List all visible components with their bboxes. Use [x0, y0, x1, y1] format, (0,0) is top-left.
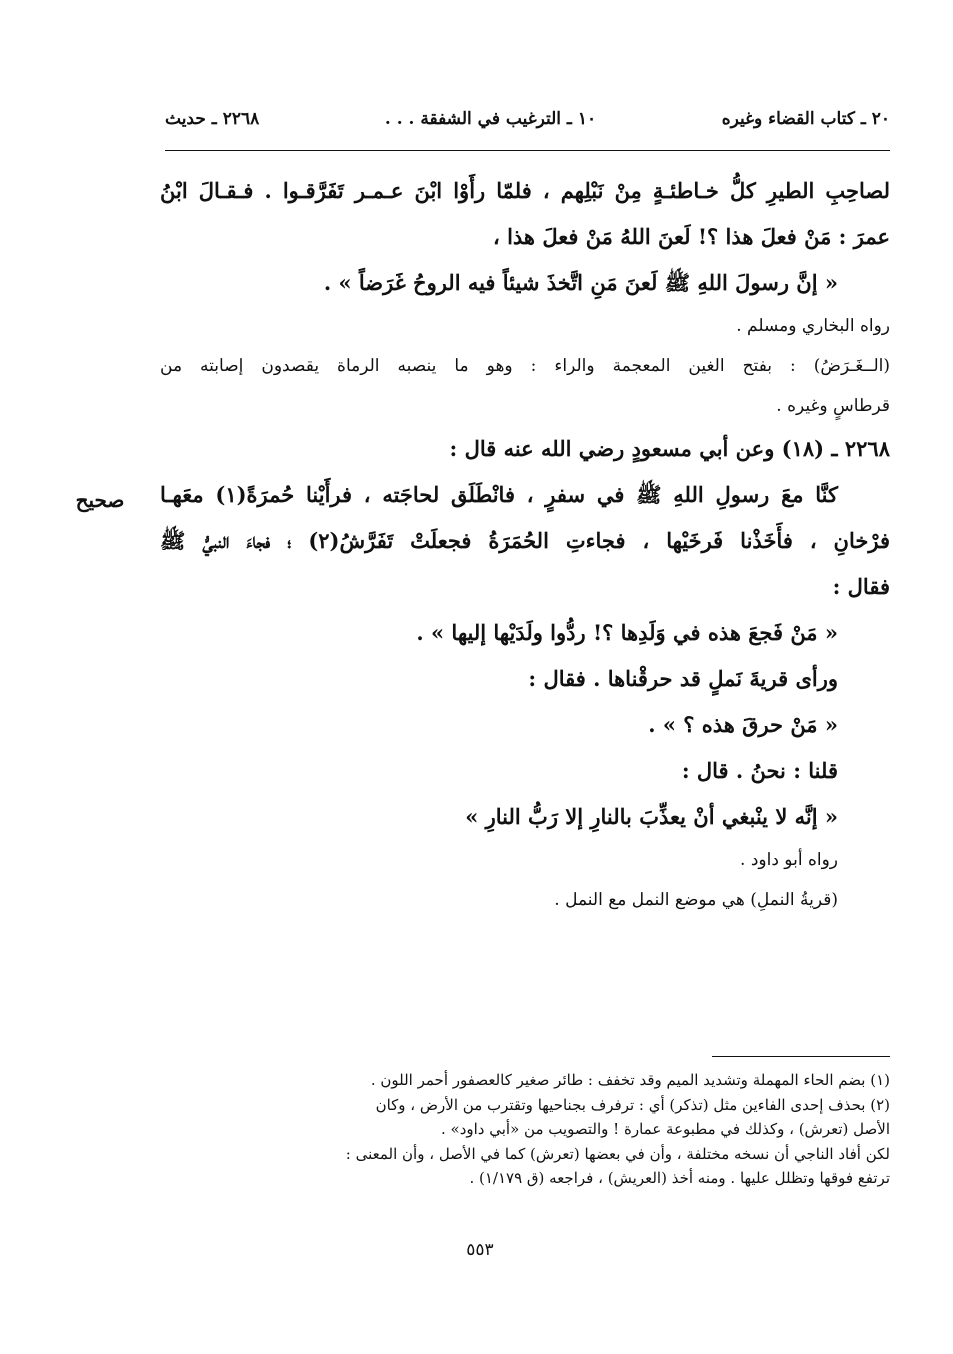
text-line: فقال : — [832, 574, 890, 599]
footnote-divider — [712, 1056, 890, 1057]
text-line: لصاحِبِ الطيرِ كلُّ خـاطئـةٍ مِنْ نَبْلِهم ، فلمّا رأَوْا ابْنَ عـمـر تَفَرَّقـوا . فـقـالَ ابْنُ — [160, 178, 890, 203]
text-line: « إنَّه لا ينْبغي أنْ يعذِّبَ بالنارِ إلا رَبُّ النارِ » — [465, 804, 838, 829]
text-line: فرْخانِ ، فأَخَذْنا فَرخَيْها ، فجاءتِ الحُمَرَةُ فجعلَتْ تَفَرَّشُ(٢) ؛ فجاءَ النبيُّ ﷺ — [160, 528, 890, 553]
text-line: عمرَ : مَنْ فعلَ هذا ؟! لَعنَ اللهُ مَنْ فعلَ هذا ، — [492, 224, 890, 249]
text-line: (قريةُ النملِ) هي موضع النمل مع النمل . — [554, 890, 838, 910]
footnote-line: (٢) بحذف إحدى الفاءين مثل (تذكر) أي : ترفرف بجناحيها وتقترب من الأرض ، وكان — [375, 1095, 890, 1114]
text-line: « مَنْ فَجعَ هذه في وَلَدِها ؟! ردُّوا ولَدَيْها إليها » . — [416, 620, 838, 645]
text-line: كنَّا معَ رسولِ اللهِ ﷺ في سفرٍ ، فانْطَلَق لحاجَته ، فرأَيْنا حُمرَةً(١) معَهـا — [160, 482, 838, 507]
running-head — [165, 104, 890, 134]
text-line: رواه أبو داود . — [740, 850, 838, 870]
footnote-line: الأصل (تعرش) ، وكذلك في مطبوعة عمارة ! والتصويب من «أبي داود» . — [440, 1120, 890, 1138]
footnote-line: ترتفع فوقها وتظلل عليها . ومنه أخذ (العريش) ، فراجعه (ق ١/١٧٩) . — [469, 1169, 890, 1187]
text-line: ورأى قريةَ نَملٍ قد حرقْناها . فقال : — [528, 666, 838, 691]
text-line: « مَنْ حرقَ هذه ؟ » . — [648, 712, 838, 737]
hadith-grade-label: صحيح — [75, 488, 125, 512]
text-line: « إنَّ رسولَ اللهِ ﷺ لَعنَ مَنِ اتَّخذَ شيئاً فيه الروحُ غَرَضاً » . — [323, 270, 838, 295]
text-line: رواه البخاري ومسلم . — [736, 316, 890, 336]
text-line: قلنا : نحنُ . قال : — [681, 758, 838, 783]
text-line: (الــغَـرَضُ) : بفتح الغين المعجمة والراء : وهو ما ينصبه الرماة يقصدون إصابته من — [160, 356, 890, 376]
page-number: ٥٥٣ — [466, 1240, 494, 1260]
hadith-heading: ٢٢٦٨ ـ (١٨) وعن أبي مسعودٍ رضي الله عنه قال : — [449, 436, 890, 461]
header-divider — [165, 150, 890, 151]
text-line: قرطاسٍ وغيره . — [776, 396, 890, 416]
footnote-line: (١) بضم الحاء المهملة وتشديد الميم وقد تخفف : طائر صغير كالعصفور أحمر اللون . — [370, 1071, 890, 1089]
footnotes — [160, 1068, 890, 1191]
running-head-hadith: ٢٢٦٨ ـ حديث — [165, 109, 260, 129]
running-head-book: ٢٠ ـ كتاب القضاء وغيره — [721, 109, 890, 129]
main-text — [160, 168, 890, 920]
footnote-line: لكن أفاد الناجي أن نسخه مختلفة ، وأن في بعضها (تعرش) كما في الأصل ، وأن المعنى : — [345, 1144, 890, 1163]
running-head-chapter: ١٠ ـ الترغيب في الشفقة . . . — [384, 109, 597, 129]
